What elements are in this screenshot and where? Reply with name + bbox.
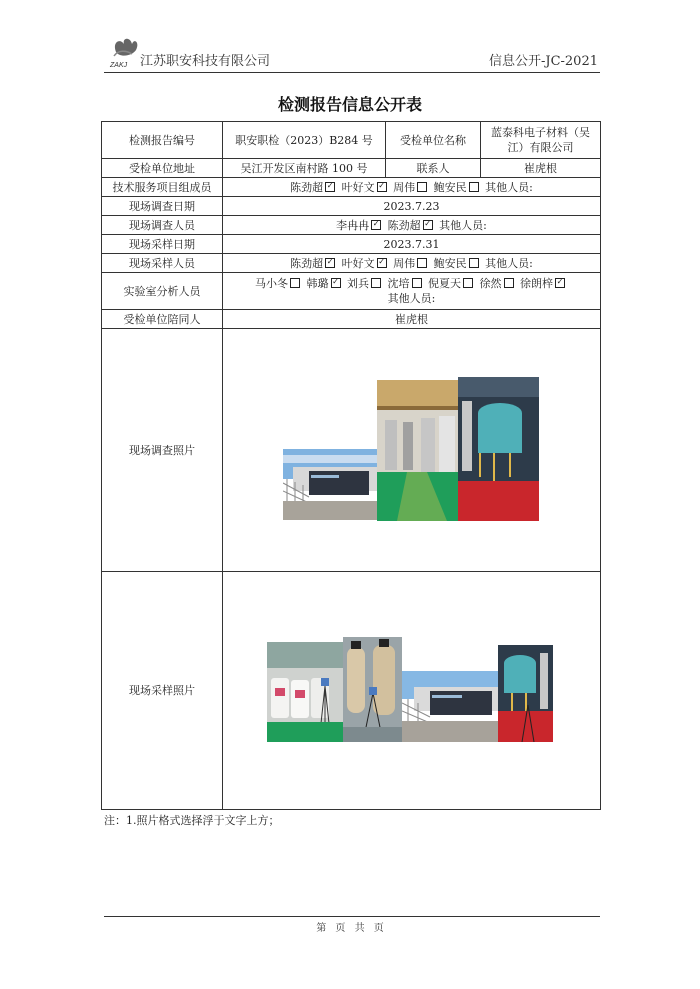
unchecked-box-icon[interactable] — [463, 278, 473, 288]
contact-label: 联系人 — [386, 159, 481, 178]
person-name: 鲍安民 — [433, 256, 467, 270]
sampling-staff — [223, 254, 601, 273]
checked-box-icon[interactable] — [423, 220, 433, 230]
person-name: 刘兵 — [347, 277, 369, 290]
lab-label: 实验室分析人员 — [102, 273, 223, 310]
footer-divider — [104, 916, 600, 917]
survey-photo-label: 现场调查照片 — [102, 329, 223, 572]
person-name: 倪夏天 — [428, 277, 461, 290]
person-name: 韩璐 — [306, 277, 329, 290]
person-name: 马小冬 — [255, 277, 288, 290]
survey-staff — [223, 216, 601, 235]
unchecked-box-icon[interactable] — [417, 258, 427, 268]
person-name: 周伟 — [393, 256, 416, 270]
other-label: 其他人员: — [485, 180, 533, 194]
other-label: 其他人员: — [485, 256, 533, 270]
sampling-date-label: 现场采样日期 — [102, 235, 223, 254]
checked-box-icon[interactable] — [377, 258, 387, 268]
person-name: 鲍安民 — [433, 180, 467, 194]
unchecked-box-icon[interactable] — [412, 278, 422, 288]
unchecked-box-icon[interactable] — [417, 182, 427, 192]
survey-date-value: 2023.7.23 — [223, 197, 601, 216]
document-code: 信息公开-JC-2021 — [488, 54, 598, 69]
person-name: 叶好文 — [341, 256, 375, 270]
team-members — [223, 178, 601, 197]
escort-value: 崔虎根 — [223, 310, 601, 329]
other-label: 其他人员: — [387, 292, 436, 305]
note-text: 注：1.照片格式选择浮于文字上方； — [104, 814, 280, 827]
person-name: 沈培 — [387, 277, 410, 290]
escort-label: 受检单位陪同人 — [102, 310, 223, 329]
person-name: 叶好文 — [341, 180, 375, 194]
sampling-staff-label: 现场采样人员 — [102, 254, 223, 273]
svg-text:ZAKJ: ZAKJ — [110, 62, 128, 69]
page-title: 检测报告信息公开表 — [277, 95, 422, 114]
survey-photo-building — [283, 449, 377, 520]
person-name: 周伟 — [393, 180, 416, 194]
report-no-value: 职安职检（2023）B284 号 — [223, 122, 386, 159]
contact-value: 崔虎根 — [481, 159, 601, 178]
client-addr-value: 吴江开发区南村路 100 号 — [223, 159, 386, 178]
survey-date-label: 现场调查日期 — [102, 197, 223, 216]
report-no-label: 检测报告编号 — [102, 122, 223, 159]
client-name-label: 受检单位名称 — [386, 122, 481, 159]
sampling-photo-filters — [343, 637, 402, 742]
survey-staff-label: 现场调查人员 — [102, 216, 223, 235]
survey-photo-workshop — [377, 380, 458, 521]
checked-box-icon[interactable] — [325, 258, 335, 268]
team-label: 技术服务项目组成员 — [102, 178, 223, 197]
unchecked-box-icon[interactable] — [371, 278, 381, 288]
person-name: 陈劲超 — [290, 256, 324, 270]
person-name: 徐朗梓 — [520, 277, 553, 290]
person-name: 徐然 — [479, 277, 502, 290]
page-footer: 第 页 共 页 — [316, 923, 384, 934]
sampling-photo-building — [402, 671, 498, 742]
person-name: 陈劲超 — [387, 218, 421, 232]
client-addr-label: 受检单位地址 — [102, 159, 223, 178]
unchecked-box-icon[interactable] — [504, 278, 514, 288]
checked-box-icon[interactable] — [371, 220, 381, 230]
company-logo — [106, 32, 142, 70]
other-label: 其他人员: — [439, 218, 487, 232]
sampling-photo-drums — [267, 642, 343, 742]
company-name: 江苏职安科技有限公司 — [140, 54, 271, 69]
checked-box-icon[interactable] — [377, 182, 387, 192]
client-name-value: 蓝泰科电子材料（吴江）有限公司 — [481, 122, 601, 159]
checked-box-icon[interactable] — [325, 182, 335, 192]
sampling-photo-tanks — [498, 645, 553, 742]
unchecked-box-icon[interactable] — [290, 278, 300, 288]
sampling-photo-label: 现场采样照片 — [102, 572, 223, 810]
lab-staff — [223, 273, 601, 310]
page-header — [104, 30, 600, 73]
sampling-date-value: 2023.7.31 — [223, 235, 601, 254]
person-name: 李冉冉 — [336, 218, 370, 232]
checked-box-icon[interactable] — [555, 278, 565, 288]
unchecked-box-icon[interactable] — [469, 182, 479, 192]
survey-photo-tanks — [458, 377, 539, 521]
unchecked-box-icon[interactable] — [469, 258, 479, 268]
checked-box-icon[interactable] — [331, 278, 341, 288]
person-name: 陈劲超 — [290, 180, 324, 194]
